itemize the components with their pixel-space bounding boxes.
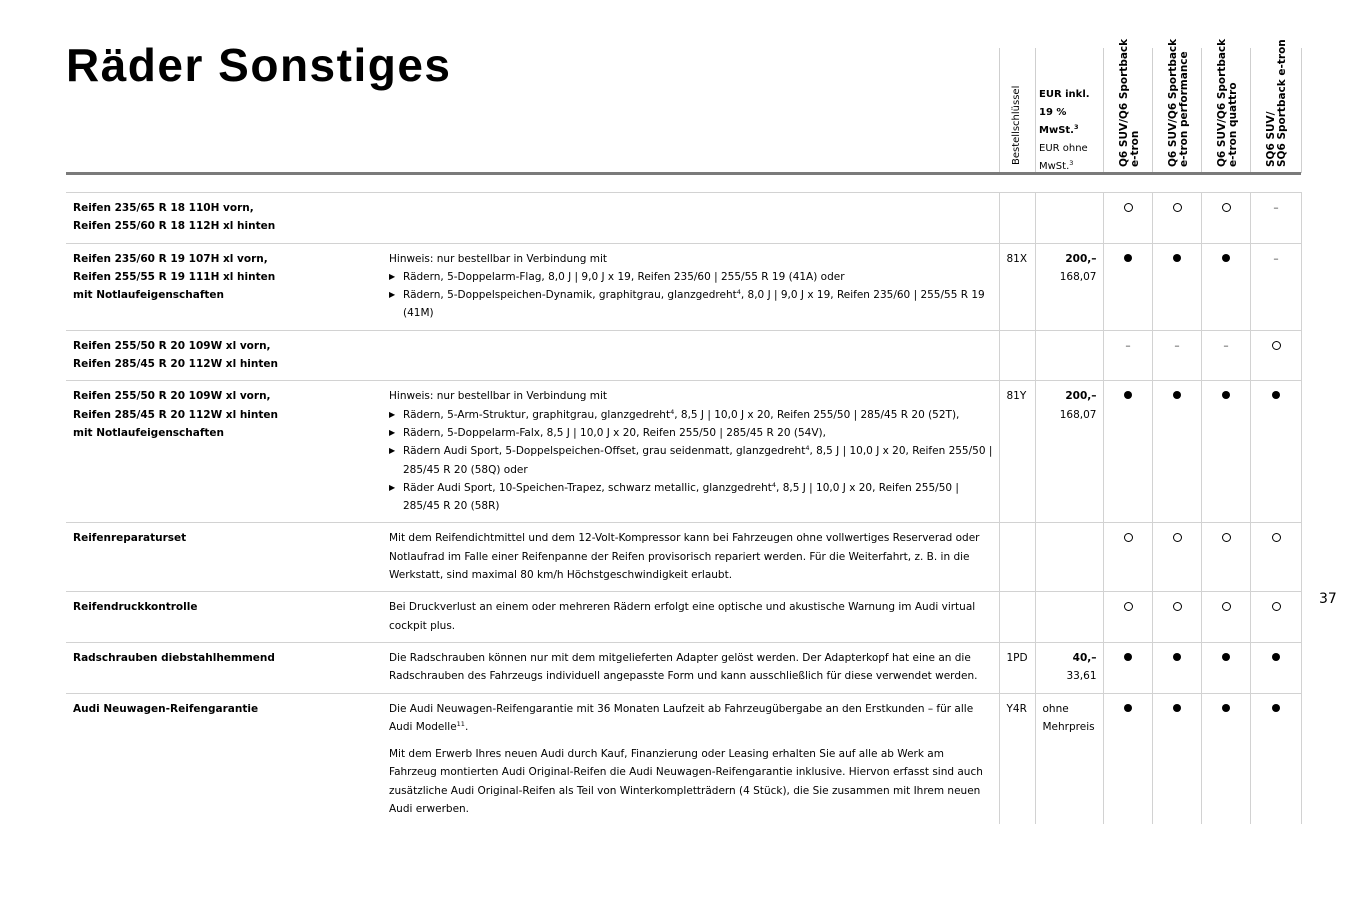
list-item: ▶ Rädern, 5-Doppelspeichen-Dynamik, graphitgrau, glanzgedreht$^4$, 8,0 J | 9,0 J x 19, Reifen 235/60 | 255/55 R 19 (41M)	[389, 288, 985, 320]
header-separator	[66, 172, 1301, 175]
bullet-triangle-icon: ▶	[389, 427, 396, 437]
availability-model-2	[1152, 592, 1201, 643]
availability-model-2	[1152, 193, 1201, 244]
page-number: 37	[1319, 591, 1337, 607]
not-available-dash-icon: –	[1273, 202, 1279, 214]
standard-filled-circle-icon	[1272, 704, 1280, 712]
item-name: Reifen 235/60 R 19 107H xl vorn, Reifen 255/55 R 19 111H xl hinten mit Notlaufeigenschaften	[73, 252, 276, 302]
order-code: 1PD	[999, 642, 1035, 693]
availability-model-1	[1103, 523, 1152, 592]
table-row	[66, 523, 1301, 592]
standard-filled-circle-icon	[1124, 391, 1132, 399]
optional-empty-circle-icon	[1124, 203, 1133, 212]
availability-model-3	[1201, 193, 1250, 244]
not-available-dash-icon: –	[1174, 339, 1180, 352]
standard-filled-circle-icon	[1272, 391, 1280, 399]
optional-empty-circle-icon	[1173, 533, 1182, 542]
hint-text: Hinweis: nur bestellbar in Verbindung mit	[389, 390, 608, 403]
price	[1035, 193, 1103, 244]
standard-filled-circle-icon	[1124, 704, 1132, 712]
order-key-label: Bestellschlüssel	[1011, 85, 1022, 165]
not-available-dash-icon: –	[1273, 252, 1279, 265]
optional-empty-circle-icon	[1272, 602, 1281, 611]
order-code	[999, 330, 1035, 381]
table-row	[66, 243, 1301, 330]
price-excl-vat: 168,07	[1059, 270, 1097, 283]
standard-filled-circle-icon	[1222, 653, 1230, 661]
availability-model-2	[1152, 693, 1201, 824]
bullet-triangle-icon: ▶	[389, 409, 396, 419]
price-incl-vat: 200,–	[1065, 252, 1097, 265]
table-row	[66, 693, 1301, 824]
optional-empty-circle-icon	[1173, 203, 1182, 212]
availability-model-3	[1201, 523, 1250, 592]
order-code	[999, 523, 1035, 592]
availability-model-1	[1103, 243, 1152, 330]
header-model-3: Q6 SUV/Q6 Sportback e-tron quattro	[1201, 48, 1251, 173]
availability-model-4	[1250, 642, 1301, 693]
list-item: ▶ Rädern, 5-Doppelarm-Falx, 8,5 J | 10,0 J x 20, Reifen 255/50 | 285/45 R 20 (54V),	[389, 424, 993, 442]
availability-model-1	[1103, 381, 1152, 523]
standard-filled-circle-icon	[1222, 391, 1230, 399]
item-name: Reifenreparaturset	[73, 532, 187, 545]
not-available-dash-icon: –	[1223, 339, 1229, 352]
item-name: Reifen 255/50 R 20 109W xl vorn, Reifen 285/45 R 20 112W xl hinten mit Notlaufeigenschaften	[73, 390, 279, 439]
optional-empty-circle-icon	[1272, 341, 1281, 350]
availability-model-3	[1201, 330, 1250, 381]
item-name: Reifendruckkontrolle	[73, 601, 198, 614]
price	[1035, 642, 1103, 693]
price-incl-vat: 200,–	[1065, 390, 1097, 403]
table-row	[66, 381, 1301, 523]
bullet-triangle-icon: ▶	[389, 271, 396, 281]
availability-model-3	[1201, 592, 1250, 643]
availability-model-4	[1250, 592, 1301, 643]
order-code: 81Y	[999, 381, 1035, 523]
item-description	[382, 193, 999, 244]
standard-filled-circle-icon	[1272, 653, 1280, 661]
table-header	[999, 38, 1301, 173]
bullet-triangle-icon: ▶	[389, 290, 396, 300]
item-description: Die Audi Neuwagen-Reifengarantie mit 36 Monaten Laufzeit ab Fahrzeugübergabe an den Erstkunden – für alle Audi Modelle$^{11}$. Mit dem Erwerb Ihres neuen Audi durch Kauf, Finanzierung oder Leasing erhalten Sie auf alle ab Werk am Fahrzeug montierten Audi Original-Reifen die Audi Neuwagen-Reifengarantie inklusive. Hiervon erfasst sind auch zusätzliche Audi Original-Reifen als Teil von Winterkompletträdern (4 Stück), die Sie zusammen mit Ihrem neuen Audi erwerben.	[389, 702, 983, 816]
order-code: 81X	[999, 243, 1035, 330]
price-excl-vat: 33,61	[1066, 670, 1097, 683]
availability-model-2	[1152, 330, 1201, 381]
header-model-1: Q6 SUV/Q6 Sportback e-tron	[1103, 48, 1153, 173]
standard-filled-circle-icon	[1173, 254, 1181, 262]
item-description: Die Radschrauben können nur mit dem mitgelieferten Adapter gelöst werden. Der Adapterkopf hat eine an die Radschrauben des Fahrzeugs individuell angepasste Form und kann ausschließlich für diese verwendet werden.	[389, 651, 978, 683]
item-name: Reifen 235/65 R 18 110H vorn, Reifen 255/60 R 18 112H xl hinten	[73, 202, 276, 233]
standard-filled-circle-icon	[1222, 704, 1230, 712]
standard-filled-circle-icon	[1222, 254, 1230, 262]
table-row	[66, 193, 1301, 244]
availability-model-2	[1152, 523, 1201, 592]
availability-model-1	[1103, 592, 1152, 643]
item-name: Reifen 255/50 R 20 109W xl vorn, Reifen 285/45 R 20 112W xl hinten	[73, 339, 279, 371]
list-item: ▶ Räder Audi Sport, 10-Speichen-Trapez, schwarz metallic, glanzgedreht$^4$, 8,5 J | 10,0 J x 20, Reifen 255/50 | 285/45 R 20 (58R)	[389, 480, 959, 513]
item-name: Radschrauben diebstahlhemmend	[73, 651, 275, 664]
item-name: Audi Neuwagen-Reifengarantie	[73, 702, 259, 715]
item-description: Mit dem Reifendichtmittel und dem 12-Volt-Kompressor kann bei Fahrzeugen ohne vollwertiges Reserverad oder Notlaufrad im Falle einer Reifenpanne der Reifen provisorisch repariert werden. Für die Weiterfahrt, z. B. in die Werkstatt, sind maximal 80 km/h Höchstgeschwindigkeit erlaubt.	[389, 532, 980, 582]
price	[1035, 381, 1103, 523]
list-item: ▶ Rädern Audi Sport, 5-Doppelspeichen-Offset, grau seidenmatt, glanzgedreht$^4$, 8,5 J | 10,0 J x 20, Reifen 255/50 | 285/45 R 20 (58Q) oder	[389, 444, 993, 476]
availability-model-2	[1152, 381, 1201, 523]
not-available-dash-icon: –	[1125, 339, 1131, 352]
bullet-triangle-icon: ▶	[389, 482, 396, 492]
optional-empty-circle-icon	[1272, 533, 1281, 542]
optional-empty-circle-icon	[1222, 602, 1231, 611]
price-incl-vat: 40,–	[1072, 651, 1097, 664]
order-code	[999, 592, 1035, 643]
table-row	[66, 330, 1301, 381]
list-item: ▶ Rädern, 5-Arm-Struktur, graphitgrau, glanzgedreht$^4$, 8,5 J | 10,0 J x 20, Reifen 255/50 | 285/45 R 20 (52T),	[389, 406, 993, 424]
price-excl-label: EUR ohne	[1039, 143, 1088, 154]
price-incl-label: EUR inkl.	[1039, 89, 1090, 100]
availability-model-3	[1201, 243, 1250, 330]
availability-model-1	[1103, 193, 1152, 244]
availability-model-4	[1250, 193, 1301, 244]
availability-model-4	[1250, 330, 1301, 381]
header-model-4: SQ6 SUV/ SQ6 Sportback e-tron	[1250, 48, 1302, 173]
standard-filled-circle-icon	[1173, 653, 1181, 661]
availability-model-1	[1103, 693, 1152, 824]
item-description	[382, 381, 999, 523]
price-excl-vat: 168,07	[1059, 408, 1097, 421]
optional-empty-circle-icon	[1222, 533, 1231, 542]
item-description	[382, 243, 999, 330]
availability-model-3	[1201, 642, 1250, 693]
availability-model-4	[1250, 523, 1301, 592]
availability-model-4	[1250, 381, 1301, 523]
table-row	[66, 642, 1301, 693]
availability-model-4	[1250, 693, 1301, 824]
header-order-key	[999, 48, 1036, 173]
table-row	[66, 592, 1301, 643]
price	[1035, 592, 1103, 643]
list-item: ▶ Rädern, 5-Doppelarm-Flag, 8,0 J | 9,0 J x 19, Reifen 235/60 | 255/55 R 19 (41A) oder	[389, 268, 993, 286]
availability-model-2	[1152, 642, 1201, 693]
hint-text: Hinweis: nur bestellbar in Verbindung mit	[389, 252, 608, 265]
availability-model-1	[1103, 642, 1152, 693]
optional-empty-circle-icon	[1173, 602, 1182, 611]
order-code: Y4R	[999, 693, 1035, 824]
page-title: Räder Sonstiges	[66, 39, 452, 91]
item-description: Bei Druckverlust an einem oder mehreren Rädern erfolgt eine optische und akustische Warnung im Audi virtual cockpit plus.	[389, 601, 976, 632]
header-price: EUR inkl. 19 % MwSt.$^3$ EUR ohne MwSt.$^3$	[1035, 48, 1104, 173]
price	[1035, 330, 1103, 381]
availability-model-2	[1152, 243, 1201, 330]
optional-empty-circle-icon	[1124, 602, 1133, 611]
standard-filled-circle-icon	[1124, 653, 1132, 661]
bullet-triangle-icon: ▶	[389, 446, 396, 456]
standard-filled-circle-icon	[1173, 704, 1181, 712]
compatible-wheels-list	[389, 268, 993, 323]
order-code	[999, 193, 1035, 244]
standard-filled-circle-icon	[1173, 391, 1181, 399]
availability-model-3	[1201, 693, 1250, 824]
compatible-wheels-list	[389, 406, 993, 516]
availability-model-4	[1250, 243, 1301, 330]
price-text: ohne Mehrpreis	[1035, 693, 1103, 824]
availability-model-3	[1201, 381, 1250, 523]
price	[1035, 243, 1103, 330]
equipment-table	[66, 192, 1302, 824]
optional-empty-circle-icon	[1124, 533, 1133, 542]
header-model-2: Q6 SUV/Q6 Sportback e-tron performance	[1152, 48, 1202, 173]
item-description	[382, 330, 999, 381]
optional-empty-circle-icon	[1222, 203, 1231, 212]
price	[1035, 523, 1103, 592]
availability-model-1	[1103, 330, 1152, 381]
standard-filled-circle-icon	[1124, 254, 1132, 262]
